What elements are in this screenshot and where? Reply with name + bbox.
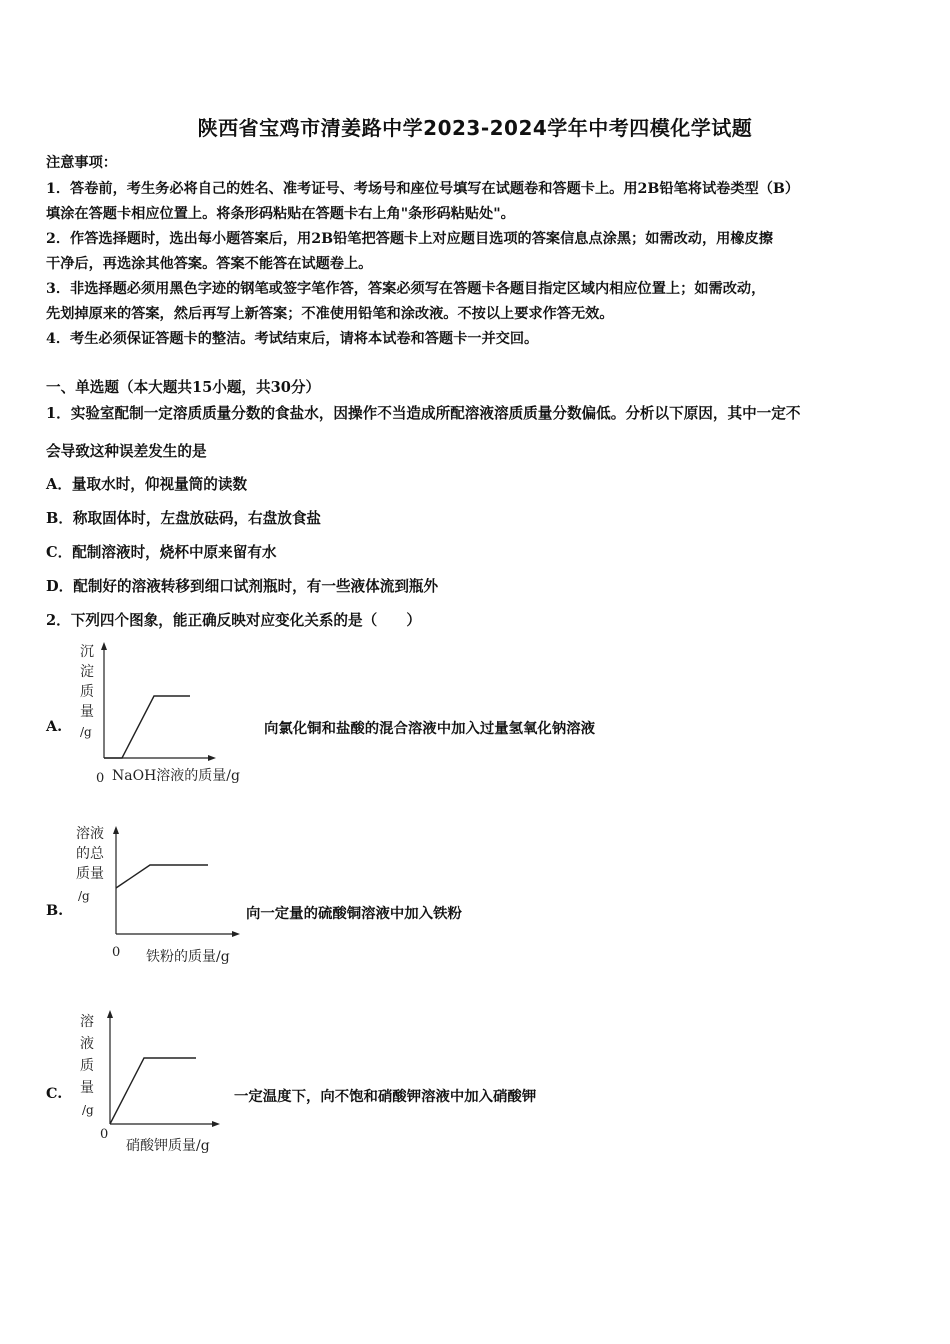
notice-line: 1．答卷前，考生务必将自己的姓名、准考证号、考场号和座位号填写在试题卷和答题卡上。用2B铅笔将试卷类型（B） (46, 181, 800, 197)
graph-b-x-arrow (232, 931, 240, 937)
graph-a-ylabel: 淀 (80, 664, 94, 680)
question-2-option-b-label: B. (46, 902, 64, 919)
graph-b-ylabel: 质量 (76, 866, 104, 882)
graph-a-ylabel: /g (80, 725, 92, 739)
graph-a-svg (70, 636, 270, 788)
graph-a-ylabel: 质 (80, 684, 94, 700)
question-1-stem-cont: 会导致这种误差发生的是 (46, 443, 207, 460)
question-2-stem: 2．下列四个图象，能正确反映对应变化关系的是（ ） (46, 612, 422, 629)
graph-c-ylabel: 液 (80, 1036, 94, 1052)
graph-a-ylabel: 量 (80, 704, 94, 720)
graph-c-y-arrow (107, 1010, 113, 1018)
graph-c-ylabel: /g (82, 1103, 94, 1117)
question-2-option-c-label: C. (46, 1085, 63, 1102)
notice-line: 填涂在答题卡相应位置上。将条形码粘贴在答题卡右上角"条形码粘贴处"。 (46, 206, 515, 222)
section-heading: 一、单选题（本大题共15小题，共30分） (46, 379, 321, 396)
question-1-option-c: C．配制溶液时，烧杯中原来留有水 (46, 544, 277, 561)
graph-c-curve (110, 1058, 196, 1124)
graph-c-x-arrow (212, 1121, 220, 1127)
graph-a-ylabel: 沉 (80, 644, 94, 660)
graph-b-curve (116, 865, 208, 888)
graph-c-origin: 0 (100, 1127, 109, 1142)
question-1-option-a: A．量取水时，仰视量筒的读数 (46, 476, 248, 493)
graph-c-ylabel: 质 (80, 1058, 94, 1074)
notice-line: 先划掉原来的答案，然后再写上新答案；不准使用铅笔和涂改液。不按以上要求作答无效。 (46, 306, 614, 322)
notice-line: 2．作答选择题时，选出每小题答案后，用2B铅笔把答题卡上对应题目选项的答案信息点涂黑；如需改动，用橡皮擦 (46, 231, 773, 247)
graph-a-xlabel: NaOH溶液的质量/g (112, 768, 240, 784)
notice-heading: 注意事项： (46, 155, 117, 171)
question-1-option-d: D．配制好的溶液转移到细口试剂瓶时，有一些液体流到瓶外 (46, 578, 439, 595)
question-2-option-c-caption: 一定温度下，向不饱和硝酸钾溶液中加入硝酸钾 (234, 1088, 537, 1105)
graph-a-x-arrow (208, 755, 216, 761)
graph-c-ylabel: 量 (80, 1080, 94, 1096)
graph-a-origin: 0 (96, 771, 105, 786)
graph-a-y-arrow (101, 642, 107, 650)
notice-line: 干净后，再选涂其他答案。答案不能答在试题卷上。 (46, 256, 373, 272)
graph-b-ylabel: 的总 (76, 846, 104, 862)
graph-b-ylabel: 溶液 (76, 826, 104, 842)
graph-b (70, 818, 260, 974)
graph-b-svg (70, 818, 260, 970)
graph-c-xlabel: 硝酸钾质量/g (126, 1138, 210, 1154)
graph-b-xlabel: 铁粉的质量/g (146, 949, 230, 965)
graph-c-ylabel: 溶 (80, 1014, 94, 1030)
question-1-stem: 1．实验室配制一定溶质质量分数的食盐水，因操作不当造成所配溶液溶质质量分数偏低。分析以下原因，其中一定不 (46, 405, 801, 422)
graph-c-svg (70, 1004, 250, 1160)
notice-line: 4．考生必须保证答题卡的整洁。考试结束后，请将本试卷和答题卡一并交回。 (46, 331, 539, 347)
question-2-option-a-caption: 向氯化铜和盐酸的混合溶液中加入过量氢氧化钠溶液 (264, 720, 595, 737)
question-2-option-a-label: A. (46, 718, 63, 735)
graph-a-curve (104, 696, 190, 758)
graph-c (70, 1004, 250, 1164)
question-1-option-b: B．称取固体时，左盘放砝码，右盘放食盐 (46, 510, 322, 527)
graph-a (70, 636, 270, 792)
graph-b-ylabel: /g (78, 889, 90, 903)
question-2-option-b-caption: 向一定量的硫酸铜溶液中加入铁粉 (246, 905, 462, 922)
notice-line: 3．非选择题必须用黑色字迹的钢笔或签字笔作答，答案必须写在答题卡各题目指定区域内相应位置上；如需改动， (46, 281, 766, 297)
page-title: 陕西省宝鸡市清姜路中学2023-2024学年中考四模化学试题 (197, 116, 753, 140)
graph-b-y-arrow (113, 826, 119, 834)
graph-b-origin: 0 (112, 945, 121, 960)
